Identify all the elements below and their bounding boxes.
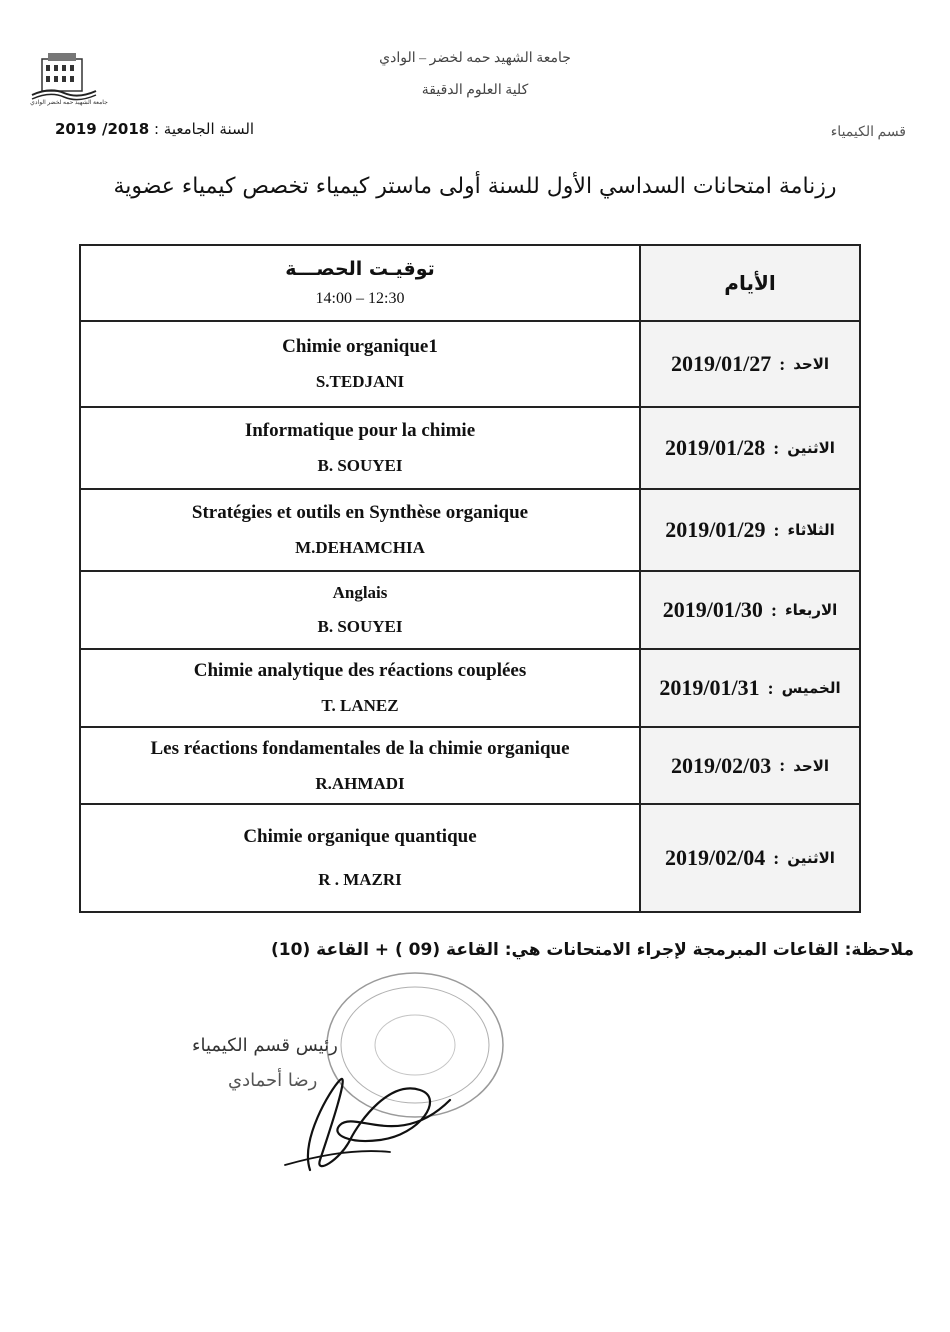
- day-name: الخميس: [781, 679, 841, 697]
- academic-year: [55, 120, 254, 138]
- exam-date: 2019/01/27: [670, 351, 772, 376]
- day-name: الاثنين: [787, 439, 835, 457]
- days-header-label: الأيام: [724, 271, 776, 295]
- day-cell: 2019/01/28 : الاثنين: [640, 407, 860, 489]
- table-header-row: [80, 245, 860, 321]
- module-name: Chimie analytique des réactions couplées: [193, 660, 527, 681]
- logo-caption: جامعة الشهيد حمه لخضر الوادي: [30, 100, 108, 106]
- module-name: Chimie organique1: [282, 336, 438, 357]
- day-name: الاثنين: [787, 849, 835, 867]
- day-cell: 2019/02/03 : الاحد: [640, 727, 860, 804]
- table-row: [80, 649, 860, 727]
- module-cell: [80, 727, 640, 804]
- document-title: رزنامة امتحانات السداسي الأول للسنة أولى ماستر كيمياء تخصص كيمياء عضوية: [113, 174, 837, 199]
- exam-date: 2019/01/31: [659, 675, 760, 700]
- professor-name: B. SOUYEI: [317, 456, 403, 475]
- table-row: [80, 727, 860, 804]
- signatory-title: رئيس قسم الكيمياء: [192, 1035, 338, 1056]
- day-cell: 2019/01/29 : الثلاثاء: [640, 489, 860, 571]
- professor-name: M.DEHAMCHIA: [295, 538, 425, 557]
- table-row: [80, 489, 860, 571]
- module-name: Informatique pour la chimie: [244, 420, 476, 441]
- exam-date: 2019/02/04: [665, 845, 766, 870]
- professor-name: R . MAZRI: [318, 870, 402, 889]
- exam-date: 2019/02/03: [670, 752, 772, 778]
- academic-year-value: 2018/ 2019: [55, 120, 150, 138]
- professor-name: T. LANEZ: [321, 696, 399, 715]
- module-cell: [80, 571, 640, 649]
- signatory-name: رضا أحمادي: [228, 1070, 318, 1091]
- exam-schedule-table: [79, 244, 861, 913]
- day-name: الثلاثاء: [787, 521, 835, 539]
- rooms-note: ملاحظة: القاعات المبرمجة لإجراء الامتحانات هي: القاعة (09 ) + القاعة (10): [271, 940, 914, 960]
- day-name: الاحد: [793, 355, 830, 373]
- module-name: Les réactions fondamentales de la chimie organique: [150, 737, 570, 759]
- module-cell: [80, 407, 640, 489]
- module-cell: [80, 649, 640, 727]
- table-row: [80, 804, 860, 912]
- exam-date: 2019/01/28: [665, 435, 766, 460]
- academic-year-label: السنة الجامعية :: [153, 120, 255, 138]
- faculty-name: كلية العلوم الدقيقة: [421, 83, 529, 98]
- time-header-label: توقيـت الحصـــة: [285, 258, 435, 280]
- day-name: الاربعاء: [784, 601, 838, 619]
- days-header-cell: [640, 245, 860, 321]
- module-cell: [80, 489, 640, 571]
- module-name: Chimie organique quantique: [243, 826, 477, 847]
- day-cell: 2019/02/04 : الاثنين: [640, 804, 860, 912]
- university-name: جامعة الشهيد حمه لخضر – الوادي: [379, 51, 571, 66]
- day-cell: 2019/01/31 : الخميس: [640, 649, 860, 727]
- module-cell: [80, 321, 640, 407]
- time-header-cell: [80, 245, 640, 321]
- table-row: [80, 571, 860, 649]
- handwritten-signature-icon: [270, 1040, 470, 1190]
- table-row: [80, 321, 860, 407]
- day-cell: 2019/01/27 : الاحد: [640, 321, 860, 407]
- day-name: الاحد: [793, 756, 830, 775]
- exam-date: 2019/01/29: [665, 517, 766, 542]
- exam-date: 2019/01/30: [662, 597, 763, 622]
- module-name: Stratégies et outils en Synthèse organique: [191, 502, 529, 523]
- module-name: Anglais: [332, 583, 388, 602]
- department-name: قسم الكيمياء: [830, 125, 906, 140]
- table-row: [80, 407, 860, 489]
- day-cell: 2019/01/30 : الاربعاء: [640, 571, 860, 649]
- module-cell: [80, 804, 640, 912]
- professor-name: R.AHMADI: [315, 773, 405, 793]
- professor-name: S.TEDJANI: [315, 372, 405, 391]
- professor-name: B. SOUYEI: [317, 617, 403, 636]
- time-range: 14:00 – 12:30: [315, 290, 405, 307]
